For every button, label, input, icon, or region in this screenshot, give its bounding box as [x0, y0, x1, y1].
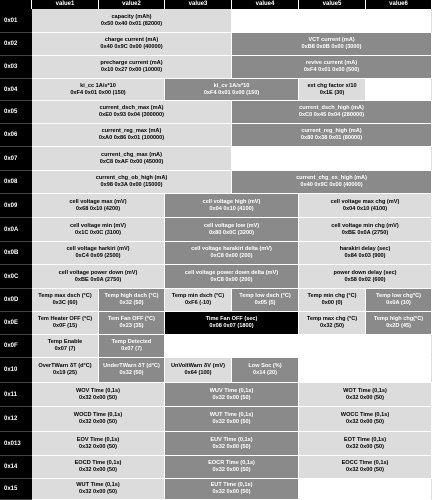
register-cell — [32, 79, 165, 101]
row-address: 0x0B — [0, 242, 32, 265]
register-value: 0x1C 0x0C (3100) — [74, 229, 122, 236]
register-label: Temp high dsch (°C) — [104, 293, 159, 300]
register-value: 0x98 0x3A 0x00 (15000) — [100, 182, 163, 188]
register-cell — [165, 265, 299, 289]
register-label: current_chg_ob_high (mA) — [95, 175, 168, 182]
register-cell — [32, 383, 165, 407]
register-value: 0x23 (35) — [119, 323, 144, 329]
register-cell — [299, 79, 366, 101]
empty-cell — [299, 358, 432, 383]
register-label: Temp low chg°C) — [375, 293, 422, 300]
row-address: 0x07 — [0, 147, 32, 171]
register-cell — [165, 456, 299, 479]
register-cell — [99, 335, 165, 358]
register-cell — [32, 479, 165, 500]
register-cell — [299, 289, 366, 312]
register-label: Temp max dsch (°C) — [38, 293, 92, 300]
register-cell — [99, 312, 165, 335]
register-value: 0xE0 0x93 0x04 (300000) — [98, 112, 164, 118]
register-label: cell voltage harkiri (mV) — [66, 246, 130, 253]
row-address: 0x0A — [0, 218, 32, 242]
register-value: 0x58 0x02 (600) — [344, 276, 386, 283]
register-cell — [32, 101, 232, 124]
empty-cell — [366, 79, 432, 101]
register-label: current_chg_ex_high (mA) — [296, 175, 367, 182]
register-value: 0xBE 0x0A (2750) — [74, 276, 122, 283]
register-cell — [232, 171, 432, 194]
register-cell — [32, 171, 232, 194]
register-label: VCT current (mA) — [308, 37, 355, 44]
register-value: 0x40 0x9C 0x00 (40000) — [300, 182, 363, 188]
register-value: 0xC4 0x09 (2500) — [75, 253, 121, 259]
register-label: current_dsch_max (mA) — [99, 105, 164, 112]
register-cell — [299, 456, 432, 479]
register-value: 0xF6 (-10) — [184, 300, 212, 306]
register-value: 0x32 0x00 (50) — [212, 467, 251, 473]
register-value: 0x80 0x0C (3200) — [208, 229, 255, 236]
column-header-value5: value5 — [299, 0, 366, 9]
register-value: 0x32 0x00 (50) — [346, 394, 384, 401]
register-value: 0x10 0x27 0x00 (10000) — [100, 67, 163, 73]
register-cell — [165, 194, 299, 218]
register-value: 0x32 (50) — [119, 370, 144, 376]
register-value: 0x19 (25) — [53, 370, 77, 376]
register-label: Temp min dsch (°C) — [171, 293, 225, 300]
register-value: 0x32 0x00 (50) — [79, 394, 117, 401]
register-value: 0x32 0x00 (50) — [79, 489, 117, 495]
register-cell — [299, 265, 432, 289]
register-label: precharge current (mA) — [100, 60, 163, 67]
register-value: 0x32 (50) — [320, 323, 344, 329]
register-cell — [32, 194, 165, 218]
register-cell — [32, 147, 232, 171]
register-cell — [32, 432, 165, 456]
register-cell — [32, 218, 165, 242]
empty-cell — [232, 147, 432, 171]
register-label: EOCC Time (0,1s) — [341, 460, 389, 467]
register-value: 0x68 0x10 (4200) — [75, 205, 121, 212]
register-value: 0x14 (20) — [253, 370, 277, 376]
register-cell — [32, 289, 99, 312]
register-cell — [165, 358, 232, 383]
row-address: 0x0E — [0, 312, 32, 335]
register-value: 0x32 0x00 (50) — [212, 443, 251, 450]
register-label: cell voltage min (mV) — [70, 222, 126, 229]
register-value: 0xC8 0xAF 0x00 (45000) — [99, 158, 164, 165]
row-address: 0x0F — [0, 335, 32, 358]
register-cell — [366, 312, 432, 335]
register-label: UnVoltWarn δV (mV) — [170, 363, 226, 370]
register-cell — [299, 407, 432, 432]
register-cell — [299, 432, 432, 456]
row-address: 0x0D — [0, 289, 32, 312]
row-address: 0x01 — [0, 9, 32, 33]
register-cell — [32, 9, 232, 33]
register-cell — [165, 289, 232, 312]
empty-cell — [232, 9, 432, 33]
register-cell — [232, 56, 432, 79]
column-header-value1: value1 — [32, 0, 99, 9]
register-label: ki_cc 1A/s*10 — [80, 82, 116, 89]
column-header-value4: value4 — [232, 0, 299, 9]
register-cell — [32, 56, 232, 79]
register-cell — [165, 479, 299, 500]
register-label: charge current (mA) — [104, 37, 159, 44]
register-value: 0x32 (50) — [119, 300, 144, 306]
register-value: 0x32 0x00 (50) — [79, 467, 117, 473]
register-label: WOCC Time (0,1s) — [340, 412, 390, 419]
register-value: 0x2D (45) — [386, 323, 411, 329]
register-value: 0xBE 0x0A (2750) — [341, 229, 389, 236]
register-label: WUT Time (0,1s) — [209, 412, 254, 419]
register-cell — [299, 312, 366, 335]
register-label: WUT Time (0,1s) — [76, 482, 120, 489]
register-label: current_dsch_high (mA) — [299, 105, 364, 112]
register-label: cell voltage low (mV) — [203, 222, 260, 229]
register-value: 0xA0 0x86 0x01 (100000) — [98, 135, 165, 141]
register-label: Temp low dsch (°C) — [239, 293, 291, 300]
register-value: 0x32 0x00 (50) — [79, 443, 117, 450]
row-address: 0x14 — [0, 456, 32, 479]
register-cell — [32, 312, 99, 335]
empty-cell — [165, 335, 432, 358]
register-label: Tem Heater OFF (°C) — [37, 316, 93, 323]
register-value: 0x40 0x9C 0x00 (40000) — [100, 44, 163, 50]
register-value: 0x32 0x00 (50) — [212, 419, 251, 425]
row-address: 0x02 — [0, 33, 32, 56]
register-label: current_reg_high (mA) — [301, 128, 362, 135]
register-value: 0x08 0x07 (1800) — [209, 323, 254, 329]
column-header-value2: value2 — [99, 0, 165, 9]
register-cell — [99, 358, 165, 383]
register-label: EUV Time (0,1s) — [210, 436, 253, 443]
register-value: 0x0A (10) — [386, 300, 411, 306]
register-label: cell voltage max (mV) — [69, 198, 127, 205]
register-label: Temp max chg (°C) — [306, 316, 358, 323]
register-label: UnderTWarn δT (d°C) — [103, 363, 160, 370]
row-address: 0x05 — [0, 101, 32, 124]
register-value: 0x32 0x00 (50) — [212, 394, 251, 401]
register-label: Temp min chg (°C) — [307, 293, 357, 300]
register-label: OverTWarn δT (d°C) — [38, 363, 92, 370]
register-cell — [299, 194, 432, 218]
register-label: EOT Time (0,1s) — [343, 436, 387, 443]
register-value: 0xC0 0x45 0x04 (280000) — [298, 112, 365, 118]
register-value: 0x84 0x03 (900) — [344, 253, 386, 259]
register-label: capacity (mAh) — [111, 13, 152, 20]
register-value: 0x1E (30) — [319, 89, 345, 96]
register-value: 0x32 0x00 (50) — [346, 467, 384, 473]
register-label: cell voltage power down delta (mV) — [184, 269, 279, 276]
register-value: 0x04 0x10 (4100) — [342, 205, 388, 212]
row-address: 0x08 — [0, 171, 32, 194]
register-label: cell voltage harakiri delta (mV) — [191, 246, 272, 253]
register-cell — [165, 242, 299, 265]
row-address: 0x15 — [0, 479, 32, 500]
register-cell — [232, 289, 299, 312]
register-cell — [232, 358, 299, 383]
register-cell — [232, 101, 432, 124]
register-label: cell voltage min chg (mV) — [331, 222, 399, 229]
register-label: Temp high chg(°C) — [373, 316, 424, 323]
row-address: 0x03 — [0, 56, 32, 79]
register-label: ki_cv 1A/s*10 — [213, 82, 250, 89]
register-value: 0x05 (5) — [254, 300, 276, 306]
register-cell — [32, 335, 99, 358]
row-address: 0x04 — [0, 79, 32, 101]
register-cell — [32, 33, 232, 56]
register-cell — [165, 218, 299, 242]
header-corner — [0, 0, 32, 9]
register-cell — [366, 289, 432, 312]
register-cell — [299, 242, 432, 265]
register-value: 0xC8 0x00 (200) — [210, 276, 253, 283]
column-header-value3: value3 — [165, 0, 232, 9]
register-label: EOCD Time (0,1s) — [74, 460, 122, 467]
row-address: 0x11 — [0, 383, 32, 407]
row-address: 0x013 — [0, 432, 32, 456]
register-value: 0x00 (0) — [321, 300, 343, 306]
row-address: 0x12 — [0, 407, 32, 432]
register-cell — [165, 407, 299, 432]
register-label: WUV Time (0,1s) — [209, 387, 254, 394]
register-label: cell voltage max chg (mV) — [330, 198, 400, 205]
register-value: 0x04 0x10 (4100) — [209, 205, 254, 212]
register-value: 0xF4 0x01 0x00 (150) — [70, 89, 126, 96]
register-cell — [99, 289, 165, 312]
register-cell — [32, 265, 165, 289]
register-label: EUT Time (0,1s) — [210, 482, 253, 489]
register-cell — [165, 383, 299, 407]
register-label: Temp Enable — [47, 339, 83, 346]
register-value: 0xF4 0x01 0x00 (500) — [303, 67, 360, 73]
register-value: 0x3C (60) — [52, 300, 78, 306]
row-address: 0x10 — [0, 358, 32, 383]
register-label: WOCD Time (0,1s) — [73, 412, 123, 419]
register-cell — [165, 432, 299, 456]
register-label: harakiri delay (sec) — [339, 246, 391, 253]
register-value: 0x32 0x00 (50) — [79, 419, 117, 425]
register-label: Time Fan OFF (sec) — [205, 316, 258, 323]
register-label: Low Soc (%) — [248, 363, 282, 370]
register-value: 0x32 0x00 (50) — [346, 443, 384, 450]
row-address: 0x06 — [0, 124, 32, 147]
register-value: 0x32 0x00 (50) — [212, 489, 251, 495]
register-value: 0xB8 0x0B 0x00 (3000) — [301, 44, 362, 50]
register-value: 0x64 (100) — [184, 370, 212, 376]
register-label: EOCR Time (0,1s) — [208, 460, 255, 467]
row-address: 0x09 — [0, 194, 32, 218]
register-cell — [32, 456, 165, 479]
register-label: WOT Time (0,1s) — [343, 387, 387, 394]
register-label: Temp Detected — [111, 339, 152, 346]
register-value: 0xC8 0x00 (200) — [210, 253, 253, 259]
register-value: 0x0F (15) — [52, 323, 78, 329]
register-label: revive current (mA) — [305, 60, 358, 67]
register-value: 0xF4 0x01 0x00 (150) — [203, 89, 260, 96]
register-value: 0x07 (7) — [121, 346, 142, 352]
register-label: power down delay (sec) — [333, 269, 397, 276]
register-cell — [299, 383, 432, 407]
register-value: 0x80 0x38 0x01 (80000) — [300, 135, 363, 141]
register-cell — [232, 33, 432, 56]
register-label: Tem Fan OFF (°C) — [108, 316, 155, 323]
register-cell — [232, 124, 432, 147]
register-label: EOV Time (0,1s) — [76, 436, 120, 443]
register-cell — [165, 312, 299, 335]
register-cell — [32, 124, 232, 147]
register-label: ext chg factor x/10 — [307, 82, 357, 89]
register-label: current_chg_max (mA) — [101, 151, 162, 158]
register-cell — [299, 218, 432, 242]
register-label: current_reg_max (mA) — [101, 128, 162, 135]
register-cell — [32, 242, 165, 265]
register-cell — [165, 79, 299, 101]
register-label: WOV Time (0,1s) — [75, 387, 121, 394]
empty-cell — [299, 479, 432, 500]
register-value: 0x50 0x40 0x01 (82000) — [100, 20, 163, 27]
row-address: 0x0C — [0, 265, 32, 289]
register-value: 0x07 (7) — [54, 346, 76, 352]
register-label: cell voltage power down (mV) — [58, 269, 138, 276]
register-cell — [32, 358, 99, 383]
column-header-value6: value6 — [366, 0, 432, 9]
register-label: cell voltage high (mV) — [202, 198, 261, 205]
register-cell — [32, 407, 165, 432]
register-value: 0x32 0x00 (50) — [346, 419, 384, 425]
